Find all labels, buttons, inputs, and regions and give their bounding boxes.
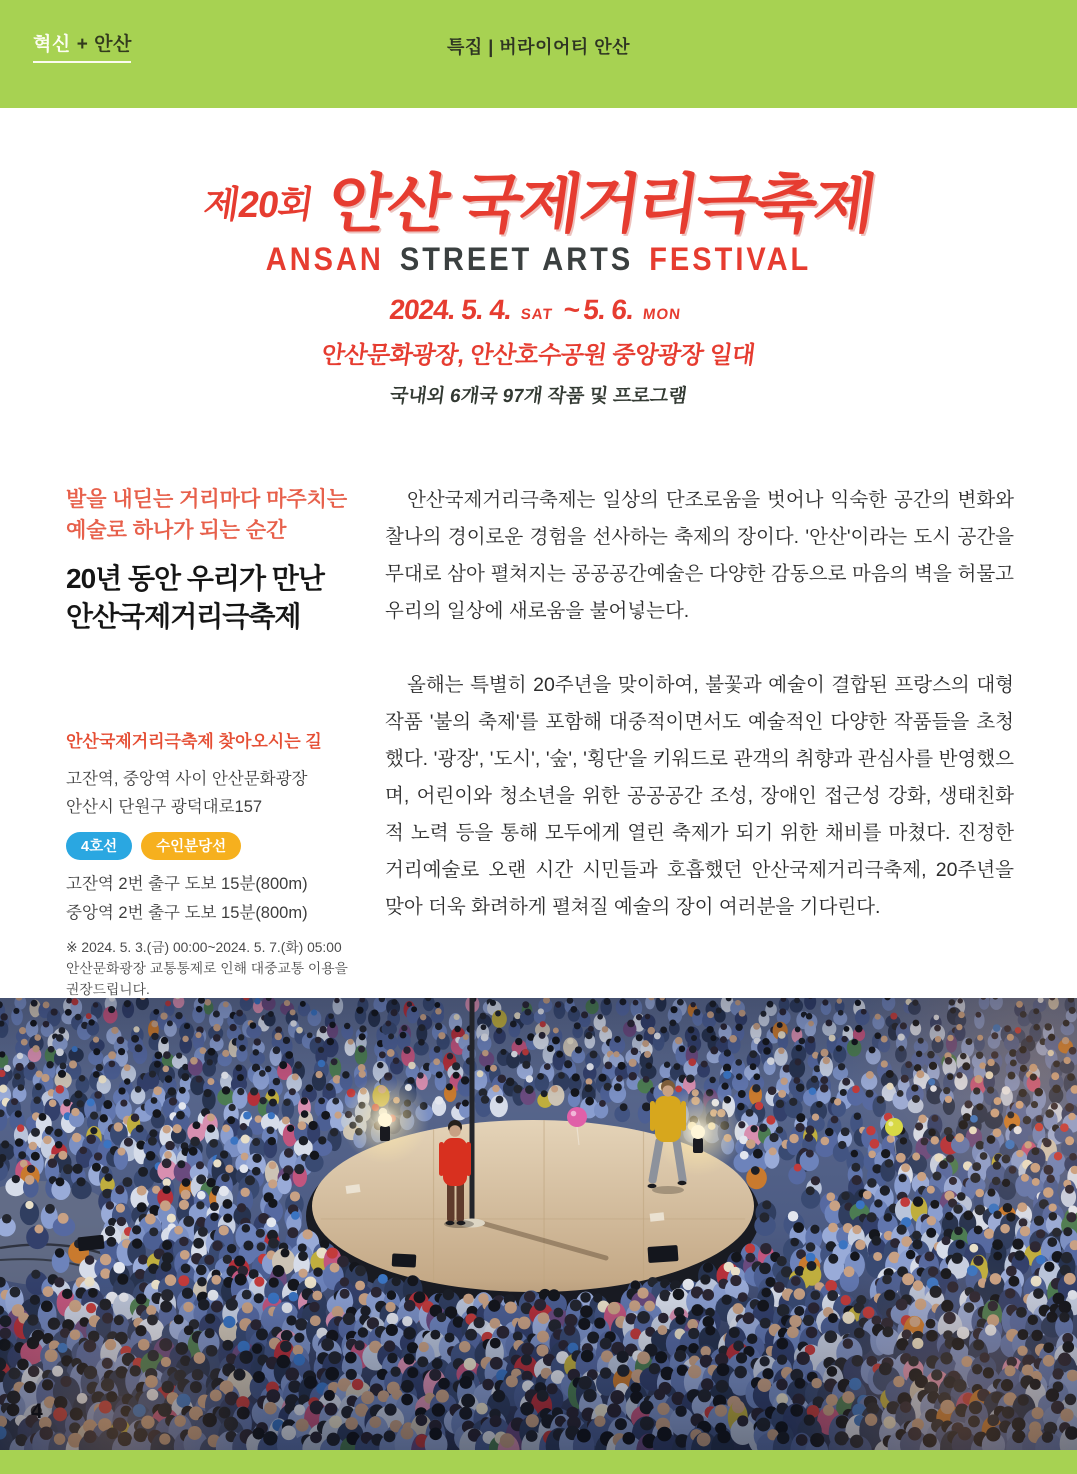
article-paragraph-2: 올해는 특별히 20주년을 맞이하여, 불꽃과 예술이 결합된 프랑스의 대형 작품 '불의 축제'를 포함해 대중적이면서도 예술적인 다양한 작품들을 초청했다. '광장', '도시', '숲', '횡단'을 키워드로 관객의 취향과 관심사를 반영했으며, 어린이와 청소년을 위한 공공공간 조성, 장애인 접근성 강화, 생태친화적 노력 등을 통해 모두에게 열린 축제가 되기 위한 채비를 마쳤다. 진정한 거리예술로 오랜 시간 시민들과 호흡했던 안산국제거리극축제, 20주년을 맞아 더욱 화려하게 펼쳐질 예술의 장이 여러분을 기다린다. [385, 674, 1014, 918]
section-label-brand: 혁신 [33, 34, 71, 55]
header-feature-title: 특집 | 버라이어티 안산 [446, 37, 631, 57]
article-body [385, 482, 1014, 963]
page-header [0, 0, 1077, 108]
subway-badge-suin-bundang: 수인분당선 [141, 832, 241, 860]
festival-title-row [0, 168, 1077, 240]
traffic-note-line2: 안산문화광장 교통통제로 인해 대중교통 이용을 [66, 961, 348, 976]
festival-edition: 제20회 [201, 184, 316, 225]
section-label-city: + 안산 [76, 34, 132, 55]
festival-title-english-part: FESTIVAL [649, 242, 812, 278]
subway-badge-line4: 4호선 [66, 832, 132, 860]
festival-photo-illustration [0, 998, 1077, 1450]
directions-box [66, 727, 366, 1000]
festival-title-english-part: ANSAN [265, 242, 384, 278]
festival-venue: 안산문화광장, 안산호수공원 중앙광장 일대 [319, 342, 757, 369]
festival-title-block [0, 168, 1077, 408]
directions-heading: 안산국제거리극축제 찾아오시는 길 [66, 732, 322, 751]
date-start-day: SAT [519, 306, 554, 323]
date-end: 5. 6. [581, 294, 635, 325]
traffic-note-line1: ※ 2024. 5. 3.(금) 00:00~2024. 5. 7.(화) 05:00 [66, 940, 342, 955]
page-number: 4 [31, 1400, 43, 1423]
date-tilde: ~ [562, 294, 581, 325]
traffic-note-line3: 권장드립니다. [66, 982, 150, 997]
festival-title-korean: 안산 국제거리극축제 [323, 168, 878, 240]
directions-address-2: 안산시 단원구 광덕대로157 [66, 798, 263, 816]
date-start: 2024. 5. 4. [387, 294, 513, 325]
tagline-line2: 예술로 하나가 되는 순간 [66, 519, 287, 542]
subway-badges [66, 832, 366, 860]
tagline-line1: 발을 내딛는 거리마다 마주치는 [66, 488, 348, 511]
footer-bar [0, 1450, 1077, 1474]
walk-info-1: 고잔역 2번 출구 도보 15분(800m) [66, 875, 308, 893]
article-paragraph-1: 안산국제거리극축제는 일상의 단조로움을 벗어나 익숙한 공간의 변화와 찰나의 경이로운 경험을 선사하는 축제의 장이다. '안산'이라는 도시 공간을 무대로 삼아 펼쳐지는 공공공간예술은 다양한 감동으로 마음의 벽을 허물고 우리의 일상에 새로움을 불어넣는다. [385, 489, 1014, 622]
directions-address-1: 고잔역, 중앙역 사이 안산문화광장 [66, 770, 308, 788]
section-label-underline [33, 61, 131, 63]
article-heading-line1: 20년 동안 우리가 만난 [66, 563, 324, 594]
festival-photo [0, 998, 1077, 1450]
festival-dates [0, 294, 1077, 326]
article-heading-line2: 안산국제거리극축제 [66, 601, 301, 632]
date-end-day: MON [642, 306, 682, 323]
festival-title-english-part: STREET ARTS [399, 242, 634, 278]
tagline [66, 484, 376, 546]
walk-info-2: 중앙역 2번 출구 도보 15분(800m) [66, 904, 308, 922]
article-heading [66, 560, 386, 636]
festival-program-count: 국내외 6개국 97개 작품 및 프로그램 [388, 386, 688, 407]
traffic-note [66, 937, 366, 1000]
festival-title-english [0, 242, 1077, 279]
